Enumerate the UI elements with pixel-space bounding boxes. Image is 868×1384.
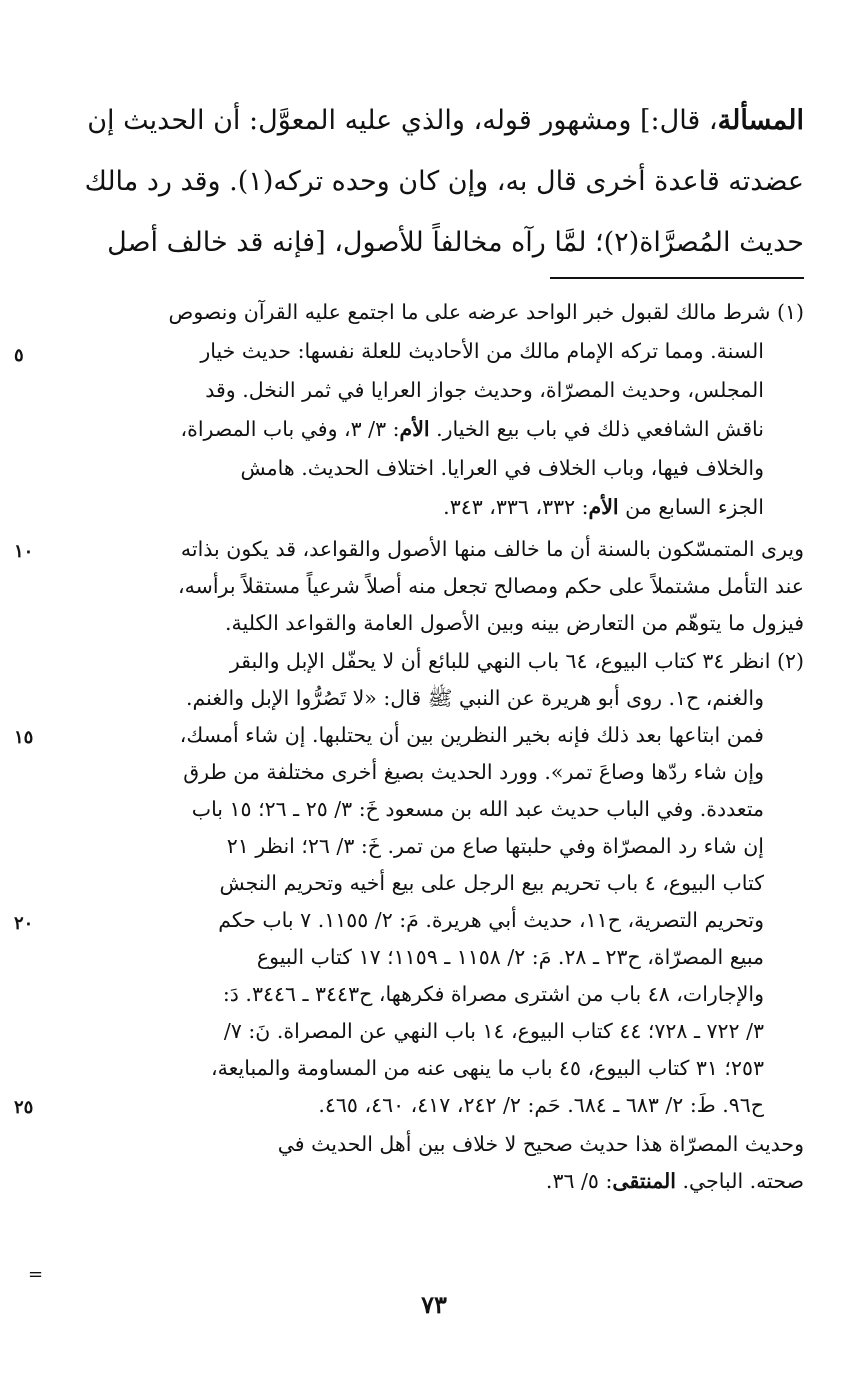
footnote-2-marker: (٢) — [776, 649, 804, 673]
line-number: ٢٥ — [14, 1097, 34, 1118]
footnote-2-line: وإن شاء ردّها وصاعَ تمر». وورد الحديث بصيغ أخرى مختلفة من طرق — [183, 760, 764, 784]
bold-term: الأم — [399, 417, 430, 441]
footnote-2-line: مبيع المصرّاة، ح٢٣ ـ ٢٨. مَ: ٢/ ١١٥٨ ـ ١١٥٩؛ ١٧ كتاب البيوع — [256, 945, 764, 969]
footnote-1-line-text: شرط مالك لقبول خبر الواحد عرضه على ما اجتمع عليه القرآن ونصوص — [168, 300, 771, 324]
footnote-2-paragraph-2-line: وحديث المصرّاة هذا حديث صحيح لا خلاف بين أهل الحديث في — [277, 1132, 804, 1156]
main-text-line — [50, 90, 804, 151]
footnote-1-line: السنة. ومما تركه الإمام مالك من الأحاديث للعلة نفسها: حديث خيار — [200, 339, 764, 363]
keyword-masala: المسألة — [717, 105, 804, 136]
footnote-2-line: ٢٥٣؛ ٣١ كتاب البيوع، ٤٥ باب ما ينهى عنه من المساومة والمبايعة، — [211, 1056, 764, 1080]
footnote-2-line: وتحريم التصرية، ح١١، حديث أبي هريرة. مَ: ٢/ ١١٥٥. ٧ باب حكم — [218, 908, 764, 932]
footnote-2-line — [60, 643, 804, 679]
footnote-2-line: فمن ابتاعها بعد ذلك فإنه بخير النظرين بين أن يحتلبها. إن شاء أمسك، — [179, 723, 764, 747]
footnote-1-line: الجزء السابع من الأم: ٣٣٢، ٣٣٦، ٣٤٣. — [443, 495, 764, 519]
continuation-mark: = — [28, 1264, 44, 1285]
footnote-2-line: كتاب البيوع، ٤ باب تحريم بيع الرجل على بيع أخيه وتحريم النجش — [219, 871, 764, 895]
footnote-1-paragraph-2-line: عند التأمل مشتملاً على حكم ومصالح تجعل منه أصلاً شرعياً مستقلاً برأسه، — [178, 574, 804, 598]
main-text-line-1-rest: ، قال:] ومشهور قوله، والذي عليه المعوَّل: أن الحديث إن — [87, 105, 718, 136]
footnote-1-marker: (١) — [776, 300, 804, 324]
footnote-2-line-text: انظر ٣٤ كتاب البيوع، ٦٤ باب النهي للبائع أن لا يحفّل الإبل والبقر — [229, 649, 771, 673]
footnote-1-paragraph-2-line: فيزول ما يتوهّم من التعارض بينه وبين الأصول العامة والقواعد الكلية. — [225, 611, 804, 635]
footnote-2-paragraph-2-line: صحته. الباجي. المنتقى: ٥/ ٣٦. — [545, 1169, 804, 1193]
footnote-2-line: والإجارات، ٤٨ باب من اشترى مصراة فكرهها، ح٣٤٤٣ ـ ٣٤٤٦. دَ: — [222, 982, 764, 1006]
footnote-2-line: ٣/ ٧٢٢ ـ ٧٢٨؛ ٤٤ كتاب البيوع، ١٤ باب النهي عن المصراة. نَ: ٧/ — [223, 1019, 764, 1043]
footnote-2-line: والغنم، ح١. روى أبو هريرة عن النبي ﷺ قال: «لا تَصُرُّوا الإبل والغنم. — [185, 686, 764, 710]
line-number: ٢٠ — [14, 913, 34, 934]
footnote-1-line: المجلس، وحديث المصرّاة، وحديث جواز العرايا في ثمر النخل. وقد — [205, 378, 764, 402]
footnote-separator — [550, 277, 804, 279]
footnote-1-line: ناقش الشافعي ذلك في باب بيع الخيار. الأم: ٣/ ٣، وفي باب المصراة، — [180, 417, 764, 441]
main-text-line: حديث المُصرَّاة(٢)؛ لمَّا رآه مخالفاً للأصول، [فإنه قد خالف أصل — [107, 227, 804, 258]
footnote-2-line: ح٩٦. طَ: ٢/ ٦٨٣ ـ ٦٨٤. حَم: ٢/ ٢٤٢، ٤١٧، ٤٦٠، ٤٦٥. — [318, 1093, 764, 1117]
line-number: ١٠ — [14, 541, 34, 562]
footnote-2-line: متعددة. وفي الباب حديث عبد الله بن مسعود خَ: ٣/ ٢٥ ـ ٢٦؛ ١٥ باب — [191, 797, 764, 821]
footnote-1-line — [60, 294, 804, 330]
footnote-1-line: والخلاف فيها، وباب الخلاف في العرايا. اختلاف الحديث. هامش — [240, 456, 764, 480]
footnote-2-line: إن شاء رد المصرّاة وفي حلبتها صاع من تمر. خَ: ٣/ ٢٦؛ انظر ٢١ — [226, 834, 764, 858]
bold-term: الأم — [588, 495, 619, 519]
main-text-line: عضدته قاعدة أخرى قال به، وإن كان وحده تركه(١). وقد رد مالك — [84, 166, 804, 197]
line-number: ١٥ — [14, 727, 34, 748]
footnote-1-paragraph-2-line: ويرى المتمسّكون بالسنة أن ما خالف منها الأصول والقواعد، قد يكون بذاته — [180, 537, 804, 561]
bold-term: المنتقى — [612, 1169, 676, 1193]
page-number: ٧٣ — [421, 1290, 447, 1319]
main-text — [50, 90, 804, 273]
line-number: ٥ — [14, 345, 24, 366]
